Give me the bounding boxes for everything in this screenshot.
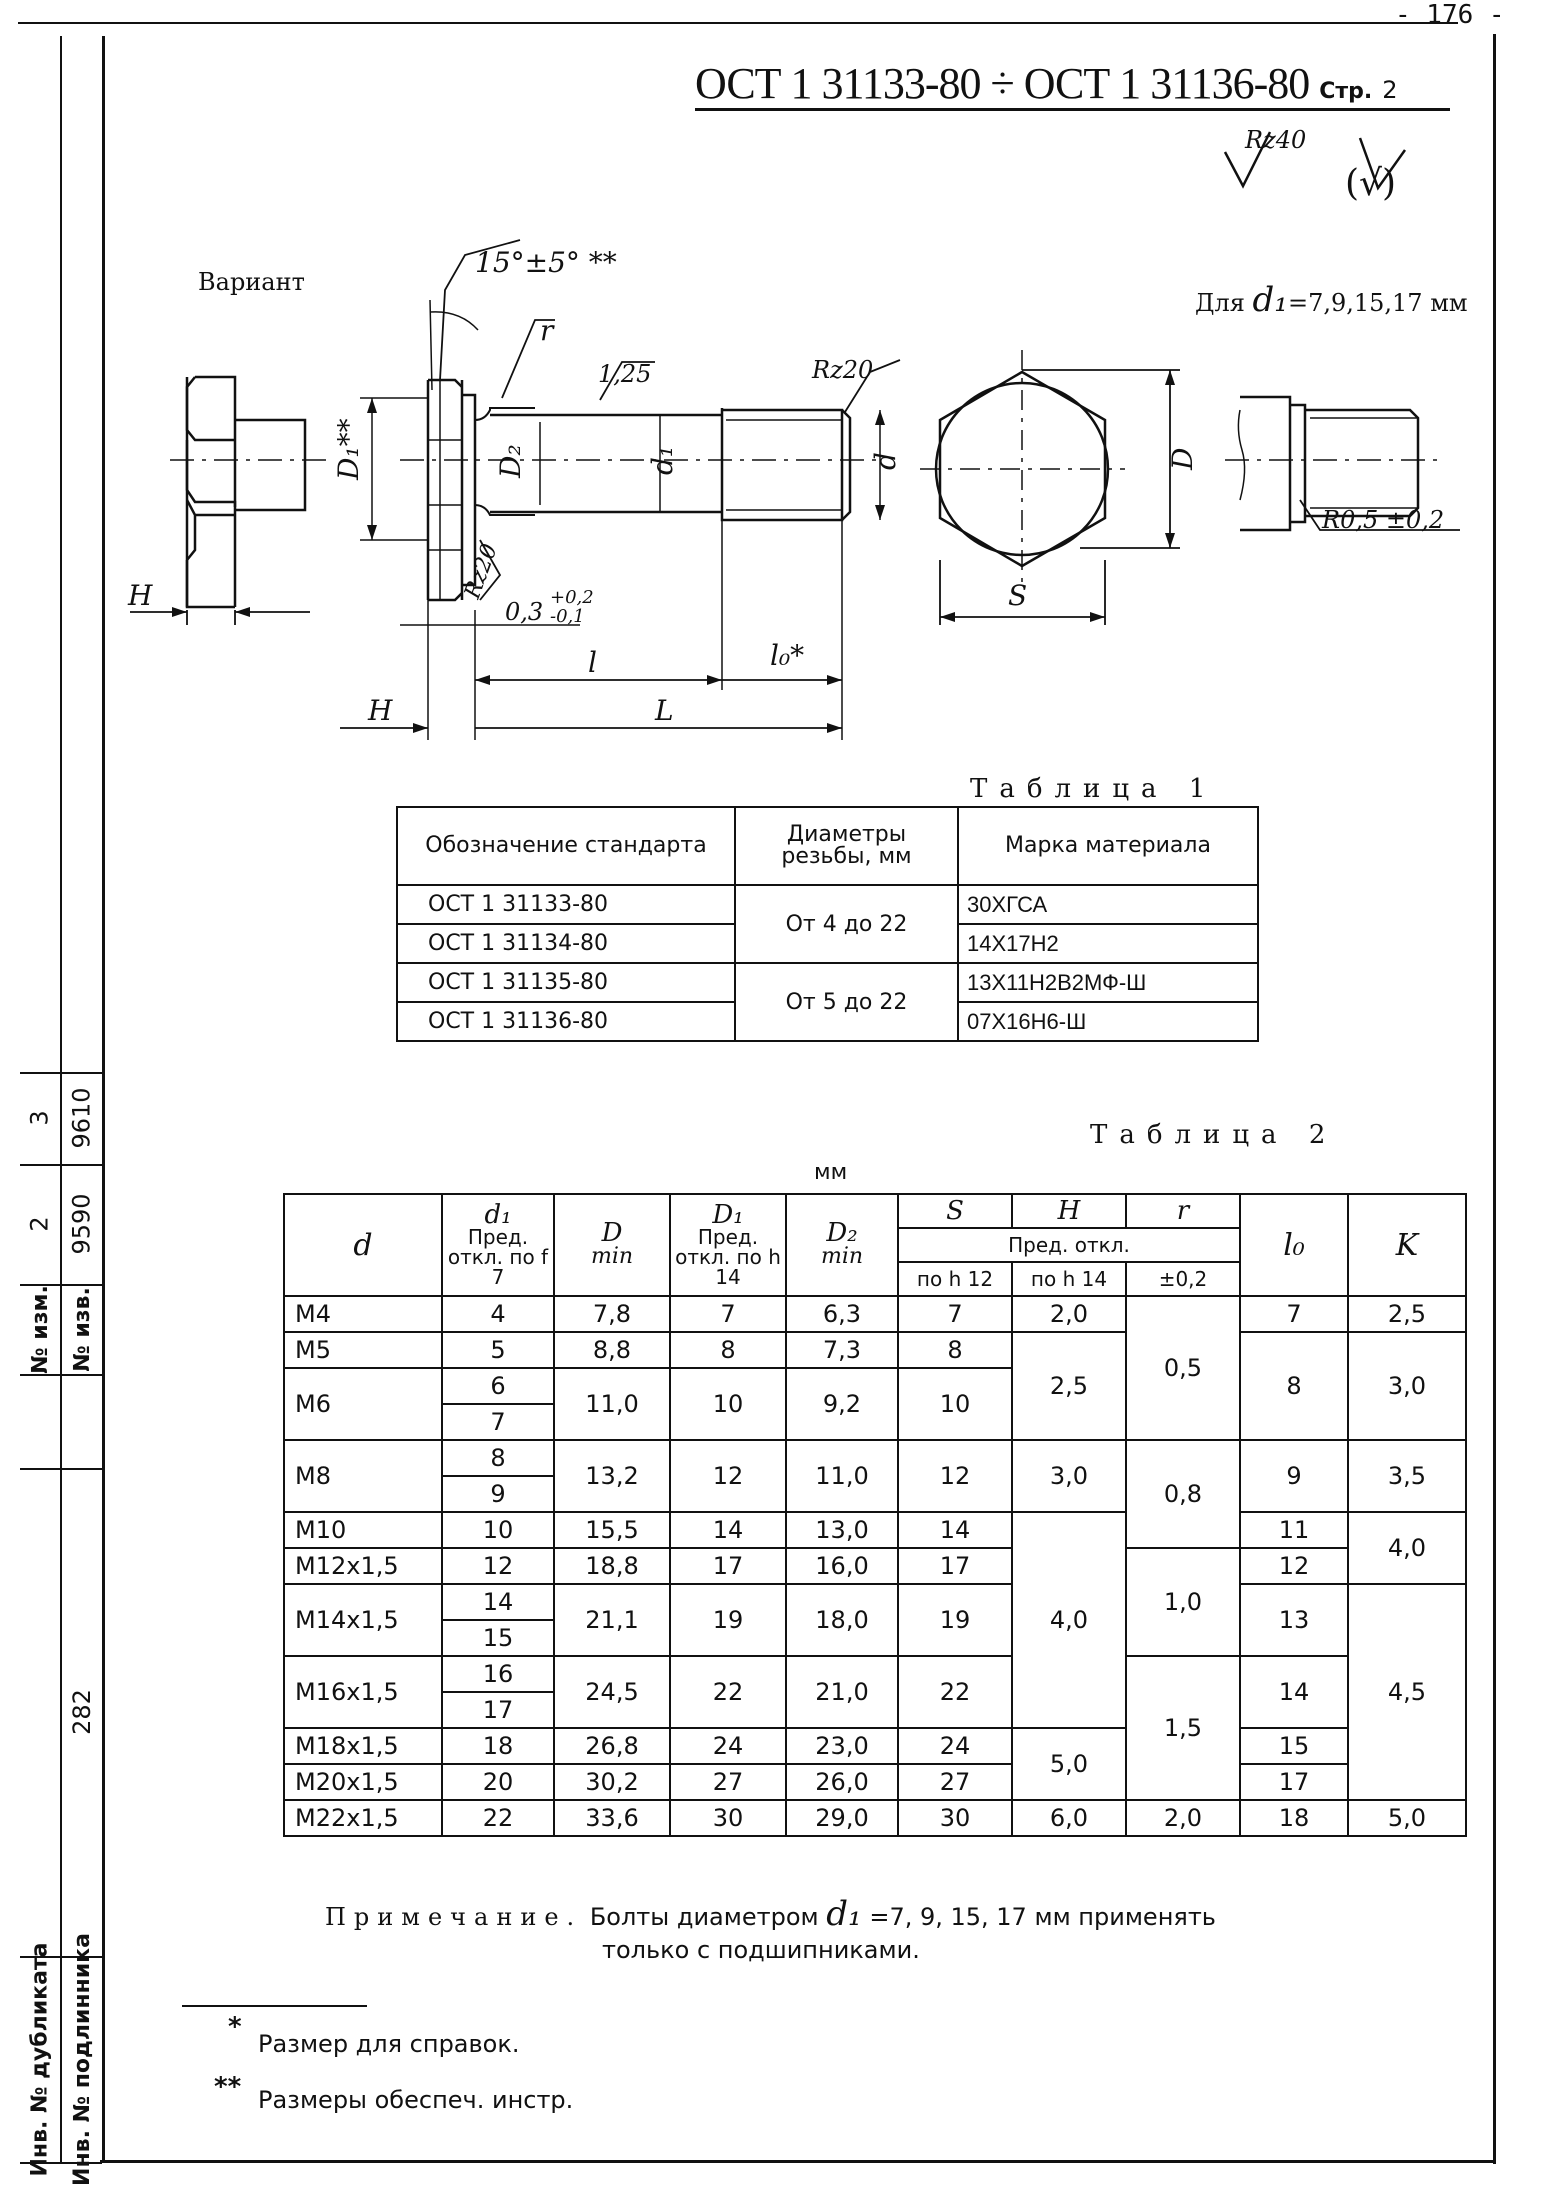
t2-header-K: K <box>1348 1194 1466 1296</box>
t2-d1: 14 <box>442 1584 554 1620</box>
t2-l0: 9 <box>1240 1440 1348 1512</box>
dim-H-main-label: H <box>368 694 393 727</box>
roughness-general-sym: (√) <box>1345 163 1397 204</box>
t2-header-S: S <box>898 1194 1012 1228</box>
dim-D1-label: D₁** <box>332 418 365 480</box>
t2-l0: 8 <box>1240 1332 1348 1440</box>
t1-standard: ОСТ 1 31136-80 <box>397 1002 735 1041</box>
t2-D: 15,5 <box>554 1512 670 1548</box>
dim-d1-label: d₁ <box>646 445 679 475</box>
revision-number-mid: 2 <box>26 1216 54 1232</box>
t2-S: 7 <box>898 1296 1012 1332</box>
t2-D2: 21,0 <box>786 1656 898 1728</box>
note-label: Примечание. <box>325 1903 583 1931</box>
table2-unit: мм <box>814 1160 848 1185</box>
strip-line <box>20 1374 102 1376</box>
t2-d1: 8 <box>442 1440 554 1476</box>
t2-H: 6,0 <box>1012 1800 1126 1836</box>
t2-header-H-sub: по h 14 <box>1012 1262 1126 1296</box>
t2-header-D: D min <box>554 1194 670 1296</box>
t2-designation: M20x1,5 <box>284 1764 442 1800</box>
footnote-rule <box>182 2005 367 2007</box>
t2-D: 11,0 <box>554 1368 670 1440</box>
t2-K: 5,0 <box>1348 1800 1466 1836</box>
dim-l0-label: l₀* <box>770 639 805 672</box>
bolt-drawing <box>100 110 1490 770</box>
t2-d1: 12 <box>442 1548 554 1584</box>
t2-d1: 18 <box>442 1728 554 1764</box>
dim-H-left-label: H <box>128 579 153 612</box>
t2-d1: 15 <box>442 1620 554 1656</box>
rz20-top-label: Rz20 <box>812 356 874 384</box>
frame-bottom-border <box>100 2160 1496 2163</box>
t2-D1: 8 <box>670 1332 786 1368</box>
angle-dimension: 15°±5° ** <box>475 246 617 279</box>
rz20-side-label: Rz20 <box>460 540 503 603</box>
t2-S: 12 <box>898 1440 1012 1512</box>
page-number: - 176 - <box>1395 0 1505 30</box>
t2-r: 0,5 <box>1126 1296 1240 1440</box>
table2-caption: Таблица 2 <box>1090 1120 1338 1150</box>
t2-d1: 7 <box>442 1404 554 1440</box>
dim-03-tol-dn: -0,1 <box>550 606 585 627</box>
table-row <box>284 1800 1466 1836</box>
t2-header-d: d <box>284 1194 442 1296</box>
t2-D: 8,8 <box>554 1332 670 1368</box>
t2-designation: M12x1,5 <box>284 1548 442 1584</box>
t2-l0: 12 <box>1240 1548 1348 1584</box>
table-dimensions <box>283 1193 1467 1837</box>
t2-d1: 20 <box>442 1764 554 1800</box>
t2-S: 30 <box>898 1800 1012 1836</box>
t2-designation: M14x1,5 <box>284 1584 442 1656</box>
t2-S: 22 <box>898 1656 1012 1728</box>
t2-H: 5,0 <box>1012 1728 1126 1800</box>
t2-header-r: r <box>1126 1194 1240 1228</box>
binding-strip <box>20 36 105 2186</box>
dim-03-label: 0,3 <box>505 598 544 626</box>
t2-D: 18,8 <box>554 1548 670 1584</box>
t2-d1: 6 <box>442 1368 554 1404</box>
table-row <box>284 1728 1466 1764</box>
t2-D2: 23,0 <box>786 1728 898 1764</box>
table-row <box>284 1764 1466 1800</box>
roughness-125-label: 1,25 <box>598 360 652 388</box>
t2-S: 17 <box>898 1548 1012 1584</box>
t2-header-pred: Пред. откл. <box>898 1228 1240 1262</box>
t2-H: 4,0 <box>1012 1512 1126 1728</box>
t2-designation: M6 <box>284 1368 442 1440</box>
t2-S: 14 <box>898 1512 1012 1548</box>
t2-D2: 16,0 <box>786 1548 898 1584</box>
t2-designation: M22x1,5 <box>284 1800 442 1836</box>
t2-r: 2,0 <box>1126 1800 1240 1836</box>
notice-number-top: 9610 <box>68 1087 97 1149</box>
t2-designation: M4 <box>284 1296 442 1332</box>
footnote-mark: * <box>228 2012 242 2042</box>
t1-material: 13Х11Н2В2МФ-Ш <box>958 963 1258 1002</box>
table-row <box>284 1296 1466 1332</box>
t2-header-r-sub: ±0,2 <box>1126 1262 1240 1296</box>
note <box>325 1894 1216 1934</box>
t2-D1: 24 <box>670 1728 786 1764</box>
dim-l-label: l <box>588 646 597 679</box>
t1-diameter: От 4 до 22 <box>735 885 958 963</box>
t2-D1: 17 <box>670 1548 786 1584</box>
t2-D2: 6,3 <box>786 1296 898 1332</box>
dim-S-label: S <box>1008 579 1028 612</box>
t2-d1: 9 <box>442 1476 554 1512</box>
top-border-line <box>18 22 1458 24</box>
t2-d1: 10 <box>442 1512 554 1548</box>
note-text-b: =7, 9, 15, 17 мм применять <box>869 1903 1216 1931</box>
t2-D1: 12 <box>670 1440 786 1512</box>
for-prefix: Для <box>1195 289 1245 317</box>
table1-caption: Таблица 1 <box>970 774 1218 804</box>
t2-header-S-sub: по h 12 <box>898 1262 1012 1296</box>
table-row <box>284 1194 1466 1228</box>
t2-D1: 22 <box>670 1656 786 1728</box>
dim-L-label: L <box>655 694 674 727</box>
t2-l0: 11 <box>1240 1512 1348 1548</box>
table-materials <box>396 806 1259 1042</box>
t2-H: 2,0 <box>1012 1296 1126 1332</box>
t2-designation: M16x1,5 <box>284 1656 442 1728</box>
t2-D: 33,6 <box>554 1800 670 1836</box>
t1-diameter: От 5 до 22 <box>735 963 958 1041</box>
footnote-mark: ** <box>214 2072 242 2102</box>
dim-r05-label: R0,5 ±0,2 <box>1322 506 1445 534</box>
t1-standard: ОСТ 1 31134-80 <box>397 924 735 963</box>
t2-D2: 29,0 <box>786 1800 898 1836</box>
t2-D: 13,2 <box>554 1440 670 1512</box>
frame-right-border <box>1493 34 1496 2164</box>
t2-l0: 18 <box>1240 1800 1348 1836</box>
t2-header-d1: d₁ Пред. откл. по f 7 <box>442 1194 554 1296</box>
page-no: 2 <box>1382 76 1398 104</box>
label-duplicate-inventory: Инв. № дубликата <box>27 1941 53 2177</box>
t2-K: 2,5 <box>1348 1296 1466 1332</box>
for-symbol: d₁ <box>1252 280 1288 320</box>
radius-label: r <box>540 314 554 347</box>
t2-D2: 7,3 <box>786 1332 898 1368</box>
t2-K: 3,5 <box>1348 1440 1466 1512</box>
t2-H: 3,0 <box>1012 1440 1126 1512</box>
table-row <box>284 1440 1466 1476</box>
t2-D: 7,8 <box>554 1296 670 1332</box>
t1-standard: ОСТ 1 31133-80 <box>397 885 735 924</box>
table-row <box>397 807 1258 885</box>
t2-r: 0,8 <box>1126 1440 1240 1548</box>
t2-d1: 22 <box>442 1800 554 1836</box>
note-text-c: только с подшипниками. <box>602 1936 920 1964</box>
roughness-general-label: Rz40 <box>1245 126 1307 154</box>
t2-D2: 26,0 <box>786 1764 898 1800</box>
t2-D1: 14 <box>670 1512 786 1548</box>
table-row <box>284 1332 1466 1368</box>
t2-r: 1,0 <box>1126 1548 1240 1656</box>
t2-D1: 19 <box>670 1584 786 1656</box>
table-row <box>284 1656 1466 1692</box>
page-label: Стр. <box>1319 79 1373 104</box>
t2-K: 4,0 <box>1348 1512 1466 1584</box>
t2-D2: 9,2 <box>786 1368 898 1440</box>
t1-standard: ОСТ 1 31135-80 <box>397 963 735 1002</box>
t2-r: 1,5 <box>1126 1656 1240 1800</box>
dim-d-label: d <box>869 452 902 470</box>
t2-d1: 16 <box>442 1656 554 1692</box>
t2-d1: 17 <box>442 1692 554 1728</box>
inventory-number: 282 <box>68 1689 96 1735</box>
label-revision: № изм. <box>27 1284 53 1374</box>
t2-D1: 10 <box>670 1368 786 1440</box>
t1-material: 14Х17Н2 <box>958 924 1258 963</box>
t1-header-standard: Обозначение стандарта <box>397 807 735 885</box>
t2-S: 24 <box>898 1728 1012 1764</box>
note-text-a: Болты диаметром <box>589 1903 819 1931</box>
notice-number-mid: 9590 <box>68 1193 97 1255</box>
t2-D2: 13,0 <box>786 1512 898 1548</box>
t2-D1: 27 <box>670 1764 786 1800</box>
t2-header-D2: D₂ min <box>786 1194 898 1296</box>
t2-D1: 7 <box>670 1296 786 1332</box>
t2-D: 30,2 <box>554 1764 670 1800</box>
revision-number-top: 3 <box>26 1110 54 1126</box>
t2-D2: 18,0 <box>786 1584 898 1656</box>
t2-S: 19 <box>898 1584 1012 1656</box>
t1-material: 07Х16Н6-Ш <box>958 1002 1258 1041</box>
t2-K: 4,5 <box>1348 1584 1466 1800</box>
t2-l0: 7 <box>1240 1296 1348 1332</box>
t2-D1: 30 <box>670 1800 786 1836</box>
footnote-text: Размеры обеспеч. инстр. <box>258 2086 574 2114</box>
t1-material: 30ХГСА <box>958 885 1258 924</box>
t2-H: 2,5 <box>1012 1332 1126 1440</box>
t2-header-D1: D₁ Пред. откл. по h 14 <box>670 1194 786 1296</box>
t2-designation: M10 <box>284 1512 442 1548</box>
t2-l0: 17 <box>1240 1764 1348 1800</box>
t2-D2: 11,0 <box>786 1440 898 1512</box>
t2-D: 24,5 <box>554 1656 670 1728</box>
variant-label: Вариант <box>198 268 305 296</box>
table-row <box>397 885 1258 924</box>
t2-header-H: H <box>1012 1194 1126 1228</box>
standard-title-text: ОСТ 1 31133-80 ÷ ОСТ 1 31136-80 <box>695 59 1310 108</box>
t2-S: 10 <box>898 1368 1012 1440</box>
footnote-text: Размер для справок. <box>258 2030 520 2058</box>
table-row <box>284 1584 1466 1620</box>
table-row <box>284 1512 1466 1548</box>
t2-l0: 14 <box>1240 1656 1348 1728</box>
t2-designation: M18x1,5 <box>284 1728 442 1764</box>
t1-header-diameter: Диаметры резьбы, мм <box>735 807 958 885</box>
t2-D: 21,1 <box>554 1584 670 1656</box>
label-notice: № изв. <box>69 1286 95 1372</box>
t2-K: 3,0 <box>1348 1332 1466 1440</box>
t2-l0: 15 <box>1240 1728 1348 1764</box>
t2-l0: 13 <box>1240 1584 1348 1656</box>
dim-D-label: D <box>1166 447 1199 470</box>
t2-d1: 4 <box>442 1296 554 1332</box>
dim-03-tol-up: +0,2 <box>550 587 594 608</box>
dim-D2-label: D₂ <box>494 444 527 478</box>
note-symbol: d₁ <box>826 1894 862 1934</box>
t2-D: 26,8 <box>554 1728 670 1764</box>
for-values: =7,9,15,17 мм <box>1287 289 1468 317</box>
t1-header-material: Марка материала <box>958 807 1258 885</box>
table-row <box>284 1548 1466 1584</box>
t2-header-l0: l₀ <box>1240 1194 1348 1296</box>
standard-title <box>695 58 1398 109</box>
t2-S: 8 <box>898 1332 1012 1368</box>
t2-designation: M8 <box>284 1440 442 1512</box>
label-original-inventory: Инв. № подлинника <box>69 1932 95 2186</box>
t2-designation: M5 <box>284 1332 442 1368</box>
t2-S: 27 <box>898 1764 1012 1800</box>
t2-d1: 5 <box>442 1332 554 1368</box>
table-row <box>397 963 1258 1002</box>
